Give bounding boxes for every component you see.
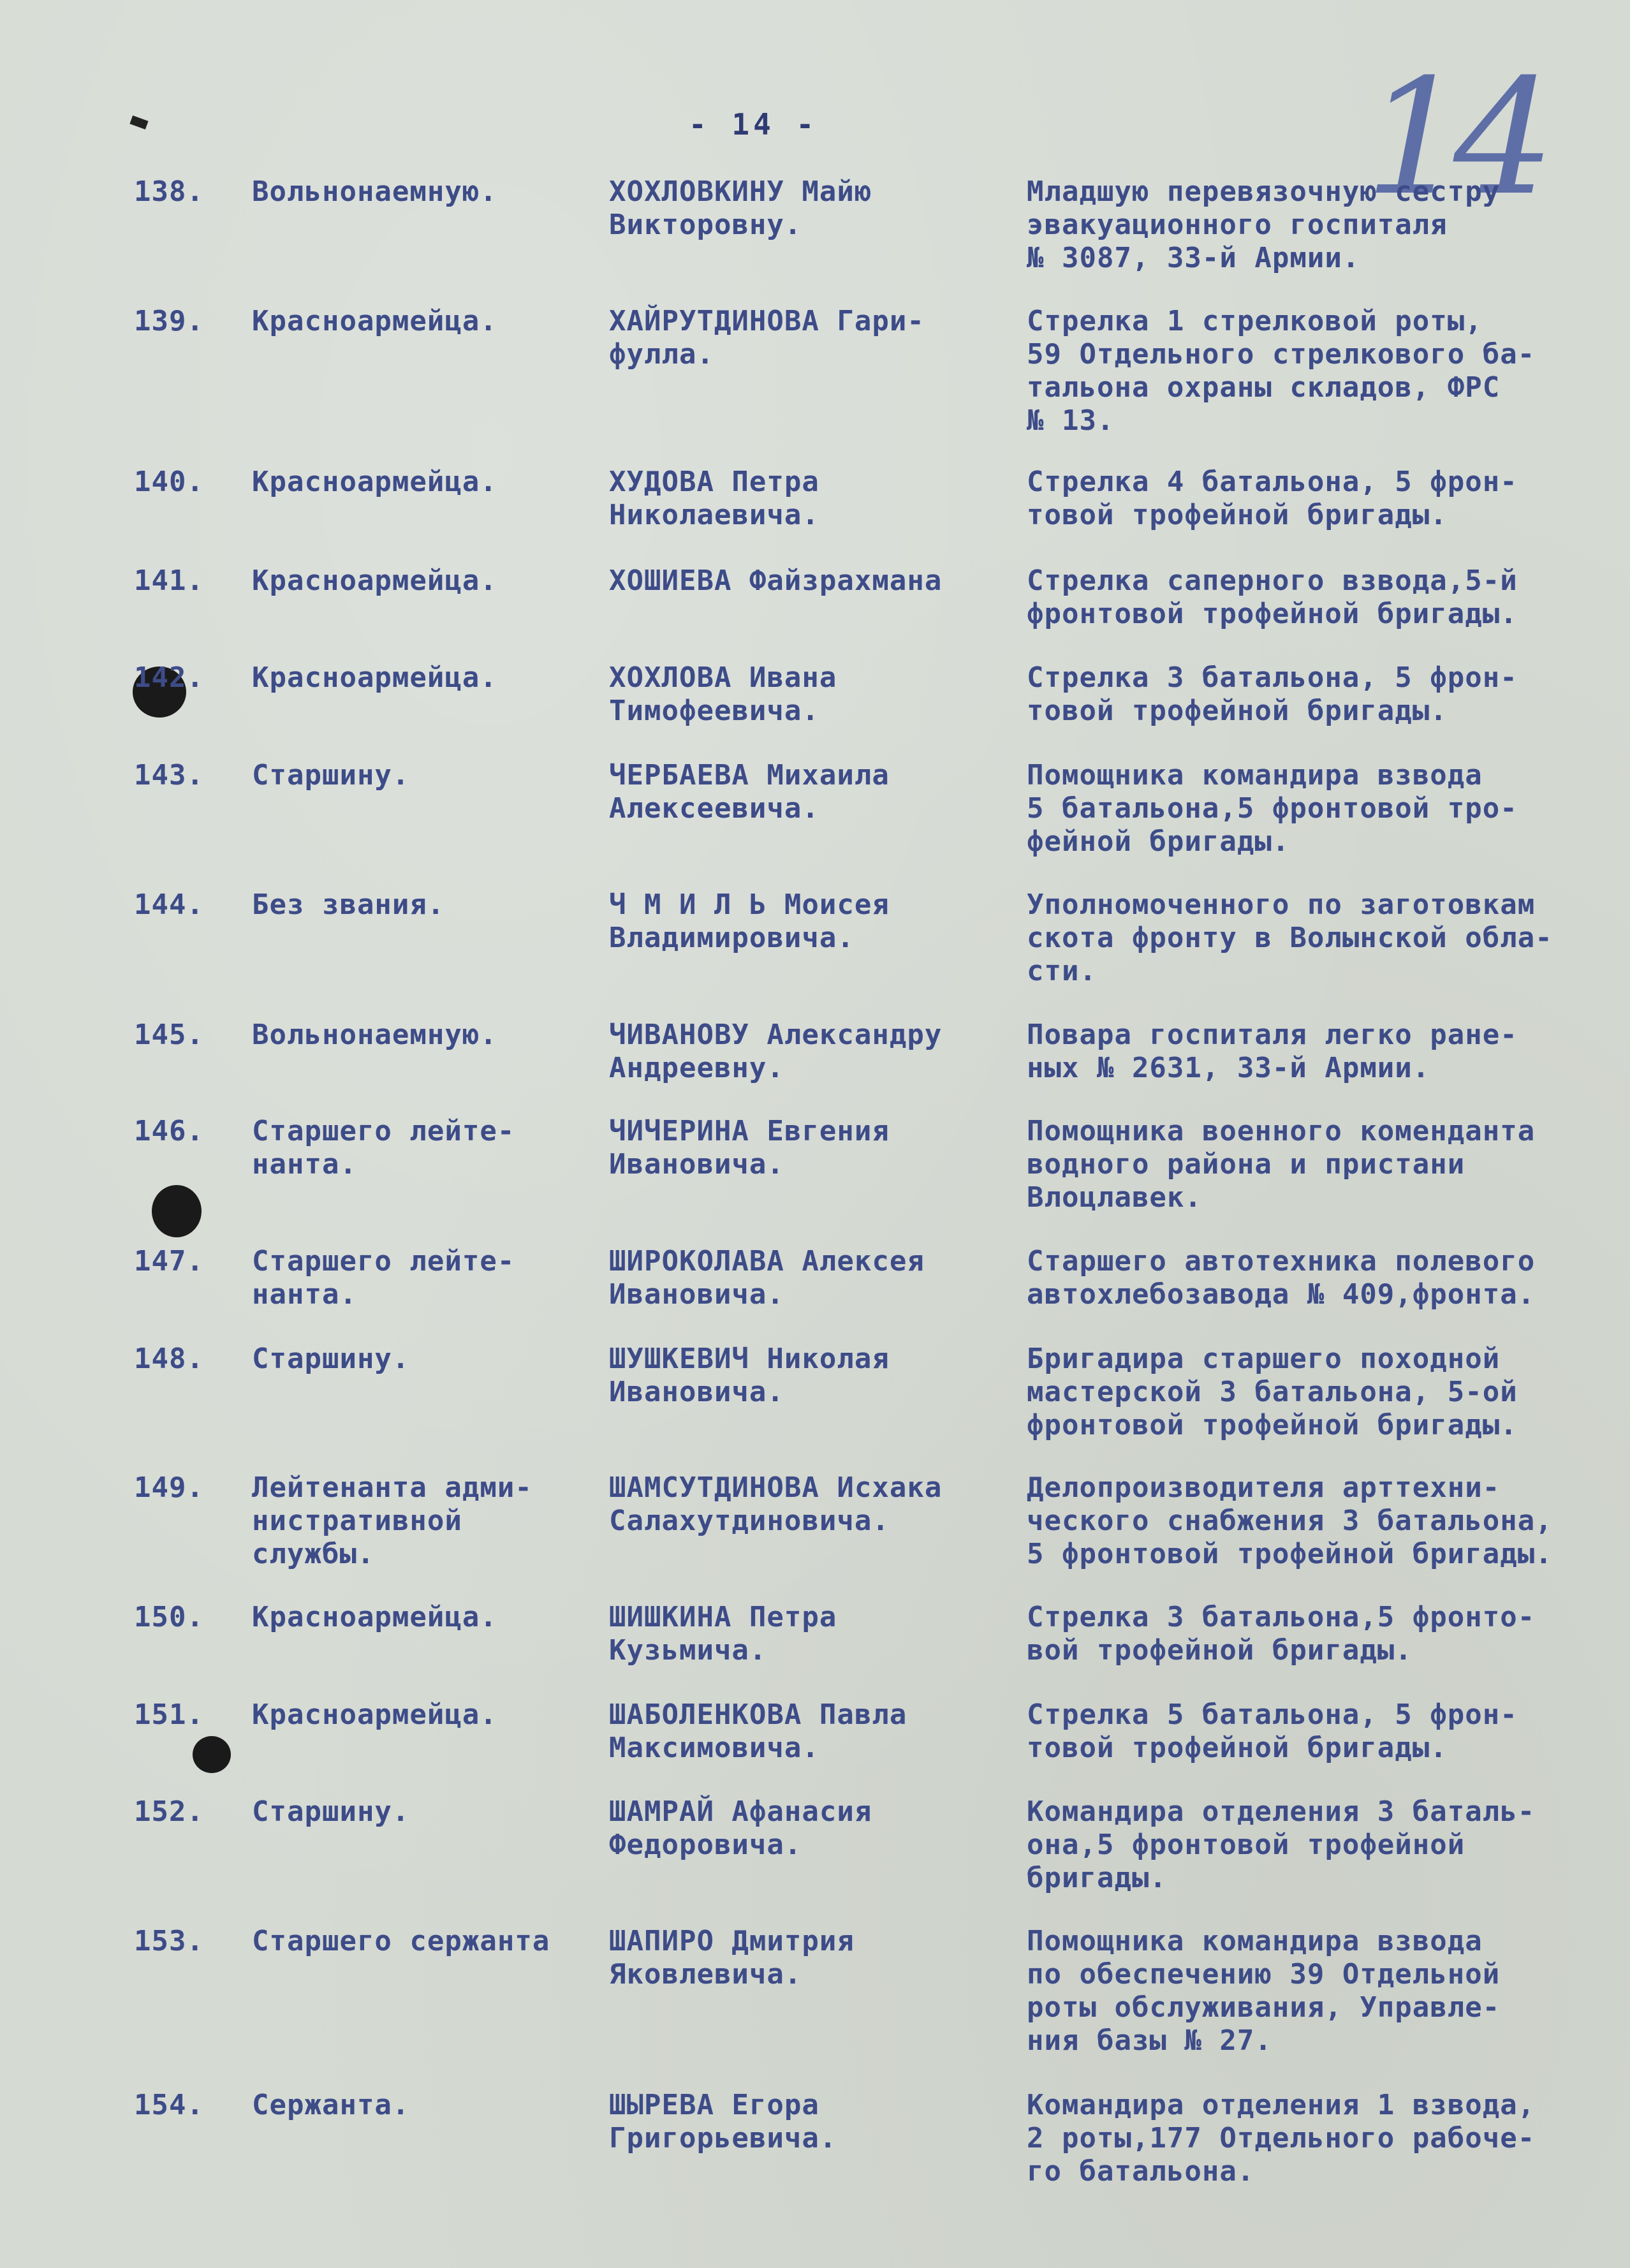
entry-number: 140. <box>134 466 204 498</box>
entry-number: 143. <box>134 759 204 792</box>
entry-position: Стрелка 3 батальона, 5 фрон- товой трофейной бригады. <box>1027 661 1518 727</box>
entry-name: ШАМРАЙ Афанасия Федоровича. <box>609 1795 872 1861</box>
entry-name: ХОХЛОВКИНУ Майю Викторовну. <box>609 175 872 241</box>
entry-position: Командира отделения 3 баталь- она,5 фронтовой трофейной бригады. <box>1027 1795 1536 1894</box>
entry-name: ХУДОВА Петра Николаевича. <box>609 466 819 531</box>
entry-rank: Красноармейца. <box>252 1698 497 1731</box>
entry-rank: Вольнонаемную. <box>252 175 497 208</box>
entry-rank: Старшего сержанта <box>252 1925 550 1957</box>
entry-rank: Старшину. <box>252 759 410 792</box>
entry-position: Помощника командира взвода по обеспечению 39 Отдельной роты обслуживания, Управле- ния базы № 27. <box>1027 1925 1501 2057</box>
entry-number: 139. <box>134 305 204 337</box>
entry-position: Уполномоченного по заготовкам скота фронту в Волынской обла- сти. <box>1027 888 1553 987</box>
entry-number: 153. <box>134 1925 204 1957</box>
entry-position: Командира отделения 1 взвода, 2 роты,177 Отдельного рабоче- го батальона. <box>1027 2089 1536 2188</box>
entry-rank: Красноармейца. <box>252 1601 497 1633</box>
handwritten-page-number: 14 <box>1365 45 1543 230</box>
page-number: - 14 - <box>689 107 818 142</box>
entry-position: Помощника командира взвода 5 батальона,5 фронтовой тро- фейной бригады. <box>1027 759 1518 858</box>
entry-rank: Красноармейца. <box>252 305 497 337</box>
entry-name: ШАПИРО Дмитрия Яковлевича. <box>609 1925 855 1991</box>
entry-position: Делопроизводителя арттехни- ческого снабжения 3 батальона, 5 фронтовой трофейной бригады. <box>1027 1471 1553 1570</box>
entry-number: 152. <box>134 1795 204 1828</box>
entry-rank: Старшего лейте- нанта. <box>252 1115 515 1181</box>
entry-rank: Старшину. <box>252 1795 410 1828</box>
entry-position: Младшую перевязочную сестру эвакуационного госпиталя № 3087, 33-й Армии. <box>1027 175 1501 274</box>
entry-name: ХОХЛОВА Ивана Тимофеевича. <box>609 661 837 727</box>
entry-name: ШЫРЕВА Егора Григорьевича. <box>609 2089 837 2154</box>
entry-number: 138. <box>134 175 204 208</box>
entry-number: 142. <box>134 661 204 694</box>
entry-name: ЧИЧЕРИНА Евгения Ивановича. <box>609 1115 890 1181</box>
entry-position: Стрелка 4 батальона, 5 фрон- товой трофейной бригады. <box>1027 466 1518 531</box>
entry-rank: Сержанта. <box>252 2089 410 2121</box>
entry-name: ШАМСУТДИНОВА Исхака Салахутдиновича. <box>609 1471 943 1537</box>
entry-number: 141. <box>134 564 204 597</box>
entry-name: ХАЙРУТДИНОВА Гари- фулла. <box>609 305 925 371</box>
entry-number: 154. <box>134 2089 204 2121</box>
entry-number: 150. <box>134 1601 204 1633</box>
entry-rank: Лейтенанта адми- нистративной службы. <box>252 1471 532 1570</box>
entry-position: Стрелка 5 батальона, 5 фрон- товой трофейной бригады. <box>1027 1698 1518 1764</box>
entry-rank: Красноармейца. <box>252 466 497 498</box>
entry-number: 146. <box>134 1115 204 1147</box>
entry-number: 144. <box>134 888 204 921</box>
entry-number: 147. <box>134 1245 204 1278</box>
entry-rank: Вольнонаемную. <box>252 1019 497 1051</box>
entry-position: Стрелка саперного взвода,5-й фронтовой трофейной бригады. <box>1027 564 1518 630</box>
entry-rank: Красноармейца. <box>252 564 497 597</box>
entry-name: ЧИВАНОВУ Александру Андреевну. <box>609 1019 943 1084</box>
entry-position: Повара госпиталя легко ране- ных № 2631, 33-й Армии. <box>1027 1019 1518 1084</box>
entry-name: ШИРОКОЛАВА Алексея Ивановича. <box>609 1245 925 1311</box>
entry-name: ЧЕРБАЕВА Михаила Алексеевича. <box>609 759 890 825</box>
entry-rank: Красноармейца. <box>252 661 497 694</box>
entry-name: ШАБОЛЕНКОВА Павла Максимовича. <box>609 1698 907 1764</box>
entry-position: Стрелка 3 батальона,5 фронто- вой трофейной бригады. <box>1027 1601 1536 1667</box>
entry-position: Стрелка 1 стрелковой роты, 59 Отдельного стрелкового ба- тальона охраны складов, ФРС № 13. <box>1027 305 1536 437</box>
entry-name: ШИШКИНА Петра Кузьмича. <box>609 1601 837 1667</box>
entry-rank: Старшего лейте- нанта. <box>252 1245 515 1311</box>
entry-rank: Старшину. <box>252 1343 410 1375</box>
entry-number: 145. <box>134 1019 204 1051</box>
entry-rank: Без звания. <box>252 888 445 921</box>
entry-position: Помощника военного коменданта водного района и пристани Влоцлавек. <box>1027 1115 1536 1214</box>
entry-number: 151. <box>134 1698 204 1731</box>
entry-number: 149. <box>134 1471 204 1504</box>
entry-name: ХОШИЕВА Файзрахмана <box>609 564 943 597</box>
entry-name: Ч М И Л Ь Моисея Владимировича. <box>609 888 890 954</box>
entry-position: Старшего автотехника полевого автохлебозавода № 409,фронта. <box>1027 1245 1536 1311</box>
entry-name: ШУШКЕВИЧ Николая Ивановича. <box>609 1343 890 1408</box>
entry-number: 148. <box>134 1343 204 1375</box>
entry-position: Бригадира старшего походной мастерской 3 батальона, 5-ой фронтовой трофейной бригады. <box>1027 1343 1518 1441</box>
